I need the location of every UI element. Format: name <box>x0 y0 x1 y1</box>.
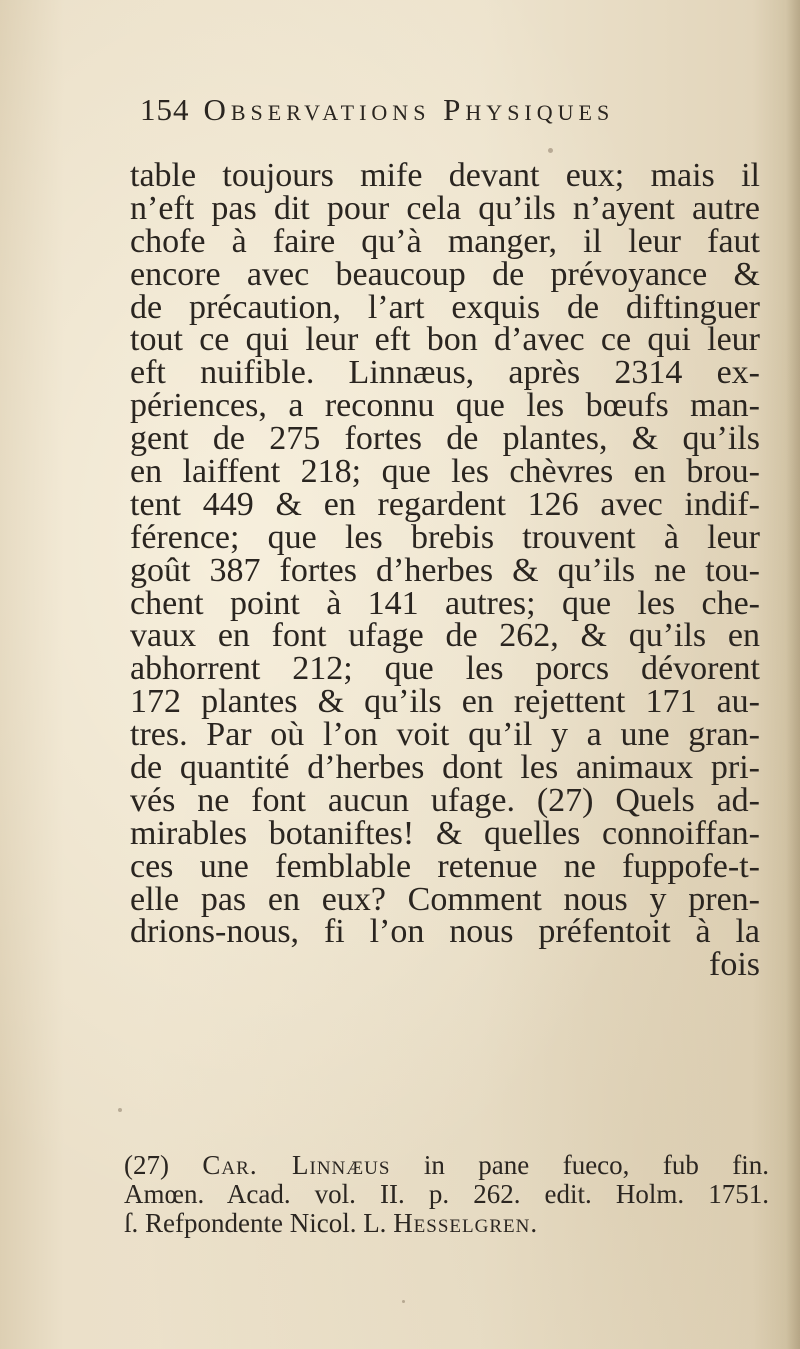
footnote-line: Amœn. Acad. vol. II. p. 262. edit. Holm. 1751. <box>124 1179 769 1209</box>
text-line: vés ne font aucun ufage. (27) Quels ad- <box>130 781 760 819</box>
text-line: eft nuifible. Linnæus, après 2314 ex- <box>130 354 760 392</box>
text-line: de quantité d’herbes dont les animaux pri- <box>130 749 760 787</box>
text-line: tout ce qui leur eft bon d’avec ce qui leur <box>130 321 760 359</box>
text-line: tres. Par où l’on voit qu’il y a une gran- <box>130 716 760 754</box>
footnote-author: Car. Linnæus <box>202 1150 391 1180</box>
text-line: de précaution, l’art exquis de diftinguer <box>130 288 760 326</box>
text-line: drions-nous, fi l’on nous préfentoit à la <box>130 913 760 951</box>
body-text <box>130 157 760 984</box>
text-line: chofe à faire qu’à manger, il leur faut <box>130 222 760 260</box>
text-line: ces une femblable retenue ne fuppofe-t- <box>130 847 760 885</box>
text-line: elle pas en eux? Comment nous y pren- <box>130 880 760 918</box>
catchword: fois <box>709 946 760 984</box>
running-header <box>140 92 740 136</box>
page-edge-shadow <box>786 0 800 1349</box>
text-line: mirables botaniftes! & quelles connoiffan- <box>130 814 760 852</box>
text-line: goût 387 fortes d’herbes & qu’ils ne tou- <box>130 551 760 589</box>
text-line: chent point à 141 autres; que les che- <box>130 584 760 622</box>
text-line: férence; que les brebis trouvent à leur <box>130 518 760 556</box>
text-line: tent 449 & en regardent 126 avec indif- <box>130 485 760 523</box>
page-number: 154 <box>140 92 190 127</box>
text-line: 172 plantes & qu’ils en rejettent 171 au- <box>130 683 760 721</box>
text-line: vaux en font ufage de 262, & qu’ils en <box>130 617 760 655</box>
footnote-text: ſ. Refpondente Nicol. L. <box>124 1208 394 1238</box>
text-line: en laiffent 218; que les chèvres en brou- <box>130 453 760 491</box>
footnote <box>124 1151 769 1238</box>
text-line: n’eft pas dit pour cela qu’ils n’ayent autre <box>130 189 760 227</box>
text-line: encore avec beaucoup de prévoyance & <box>130 255 760 293</box>
text-line: table toujours mife devant eux; mais il <box>130 157 760 194</box>
text-line: gent de 275 fortes de plantes, & qu’ils <box>130 420 760 458</box>
paper-speck <box>402 1300 405 1303</box>
footnote-line <box>124 1209 769 1238</box>
footnote-text: in pane fueco, fub fin. <box>390 1150 769 1180</box>
footnote-line <box>124 1151 769 1180</box>
paper-speck <box>548 148 553 153</box>
footnote-respondent: Hesselgren. <box>393 1208 539 1238</box>
text-line: abhorrent 212; que les porcs dévorent <box>130 650 760 688</box>
paper-speck <box>118 1108 122 1112</box>
text-line: périences, a reconnu que les bœufs man- <box>130 387 760 425</box>
footnote-marker: (27) <box>124 1150 203 1180</box>
running-title: Observations Physiques <box>203 92 615 127</box>
